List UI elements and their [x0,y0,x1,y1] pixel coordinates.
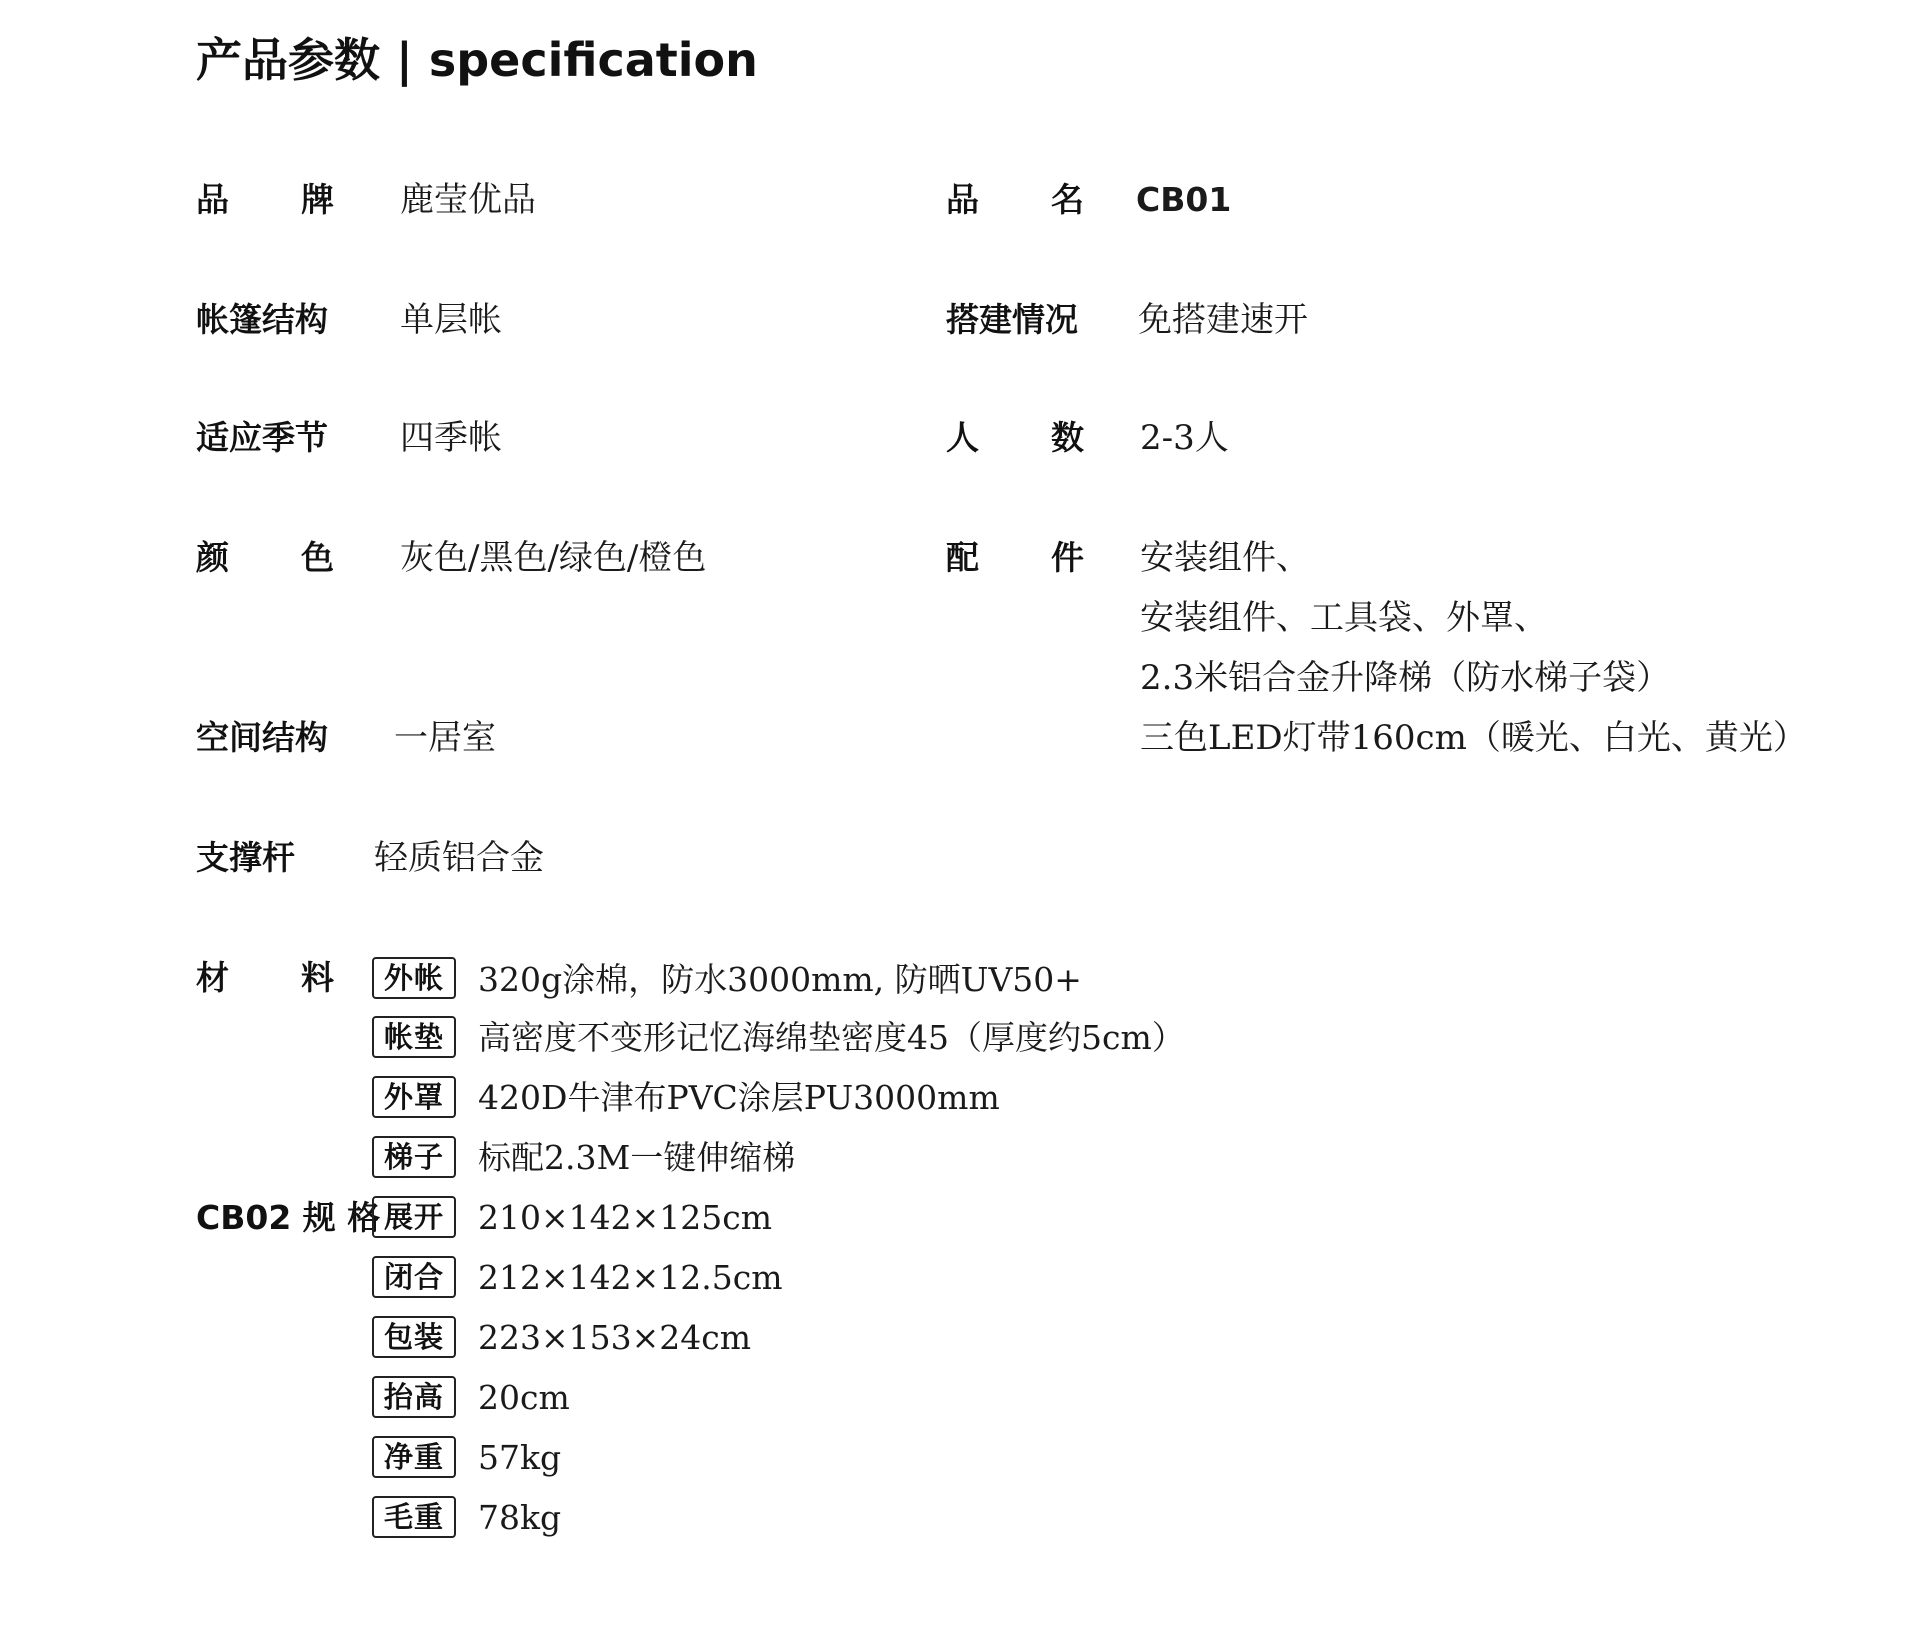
accessories-label [946,536,1084,580]
material-tag: 外罩 [372,1076,456,1118]
size-value: 57kg [478,1438,562,1477]
materials-label-char-2: 料 [301,958,334,997]
size-value: 223×153×24cm [478,1318,752,1357]
brand-value: 鹿莹优品 [400,180,536,220]
pole-value: 轻质铝合金 [374,838,544,878]
size-value: 78kg [478,1498,562,1537]
brand-label-char-2: 牌 [301,180,334,219]
people-value: 2-3人 [1140,418,1229,458]
product-name-label-char-2: 名 [1051,180,1084,219]
people-label-char-1: 人 [946,418,979,457]
sizes-label: CB02 规 格 [196,1198,381,1237]
color-label-char-2: 色 [301,538,334,577]
pole-label: 支撑杆 [196,838,295,877]
size-value: 210×142×125cm [478,1198,773,1237]
material-value: 高密度不变形记忆海绵垫密度45（厚度约5cm） [478,1018,1185,1057]
brand-label-char-1: 品 [196,180,229,219]
materials-label-char-1: 材 [196,958,229,997]
accessories-line: 2.3米铝合金升降梯（防水梯子袋） [1140,658,1671,698]
size-tag: 包装 [372,1316,456,1358]
size-tag: 净重 [372,1436,456,1478]
size-tag: 展开 [372,1196,456,1238]
materials-label [196,956,334,1000]
material-value: 420D牛津布PVC涂层PU3000mm [478,1078,1000,1117]
size-value: 20cm [478,1378,570,1417]
page-title: 产品参数 | specification [196,33,758,87]
season-value: 四季帐 [400,418,502,458]
color-label [196,536,334,580]
product-name-label [946,178,1084,222]
material-tag: 帐垫 [372,1016,456,1058]
material-tag: 梯子 [372,1136,456,1178]
accessories-label-char-1: 配 [946,538,979,577]
size-tag: 毛重 [372,1496,456,1538]
space-value: 一居室 [394,718,496,758]
accessories-line: 安装组件、工具袋、外罩、 [1140,598,1548,638]
material-tag: 外帐 [372,957,456,999]
color-value: 灰色/黑色/绿色/橙色 [400,538,707,578]
space-label: 空间结构 [196,718,328,757]
accessories-line: 三色LED灯带160cm（暖光、白光、黄光） [1140,718,1807,758]
color-label-char-1: 颜 [196,538,229,577]
structure-value: 单层帐 [400,300,502,340]
size-value: 212×142×12.5cm [478,1258,783,1297]
product-name-value: CB01 [1136,180,1232,219]
season-label: 适应季节 [196,418,328,457]
structure-label: 帐篷结构 [196,300,328,339]
size-tag: 抬高 [372,1376,456,1418]
material-value: 标配2.3M一键伸缩梯 [478,1138,796,1177]
people-label [946,416,1084,460]
brand-label [196,178,334,222]
accessories-label-char-2: 件 [1051,538,1084,577]
accessories-line: 安装组件、 [1140,538,1310,578]
product-name-label-char-1: 品 [946,180,979,219]
setup-label: 搭建情况 [946,300,1078,339]
material-value: 320g涂棉，防水3000mm, 防晒UV50+ [478,960,1082,999]
people-label-char-2: 数 [1051,418,1084,457]
size-tag: 闭合 [372,1256,456,1298]
setup-value: 免搭建速开 [1138,300,1308,340]
